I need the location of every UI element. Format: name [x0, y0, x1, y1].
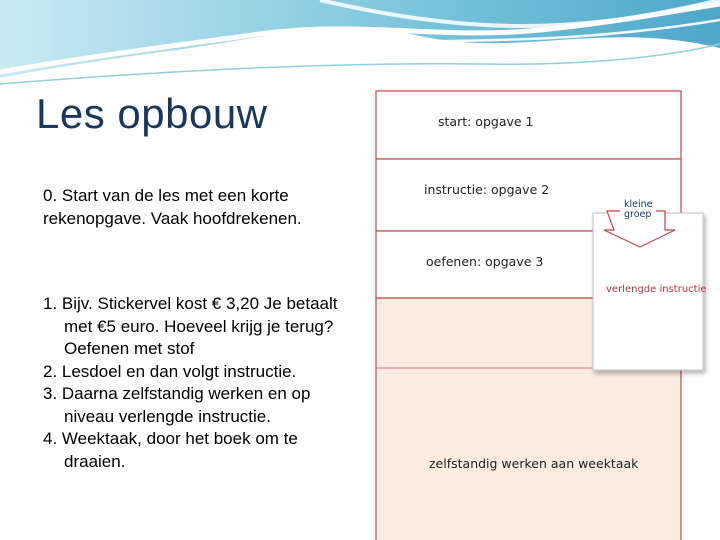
verlengde-instructie-label: verlengde instructie: [606, 284, 707, 295]
intro-text: 0. Start van de les met een korte rekenopgave. Vaak hoofdrekenen.: [43, 186, 302, 228]
kleine-groep-label-2: groep: [624, 209, 652, 220]
zelfstandig-label: zelfstandig werken aan weektaak: [429, 456, 639, 471]
instructie-label: instructie: opgave 2: [424, 182, 550, 197]
list-item: 1. Bijv. Stickervel kost € 3,20 Je betaalt met €5 euro. Hoeveel krijg je terug? Oefenen met stof: [43, 294, 338, 358]
kleine-groep-label-1: kleine: [624, 199, 653, 210]
list-item: 2. Lesdoel en dan volgt instructie.: [43, 361, 297, 381]
list-item: 4. Weektaak, door het boek om te draaien.: [43, 429, 298, 471]
list-item: 3. Daarna zelfstandig werken en op niveau verlengde instructie.: [43, 384, 311, 426]
oefenen-label: oefenen: opgave 3: [426, 254, 544, 269]
start-label: start: opgave 1: [438, 114, 534, 129]
slide-title: Les opbouw: [36, 90, 268, 137]
